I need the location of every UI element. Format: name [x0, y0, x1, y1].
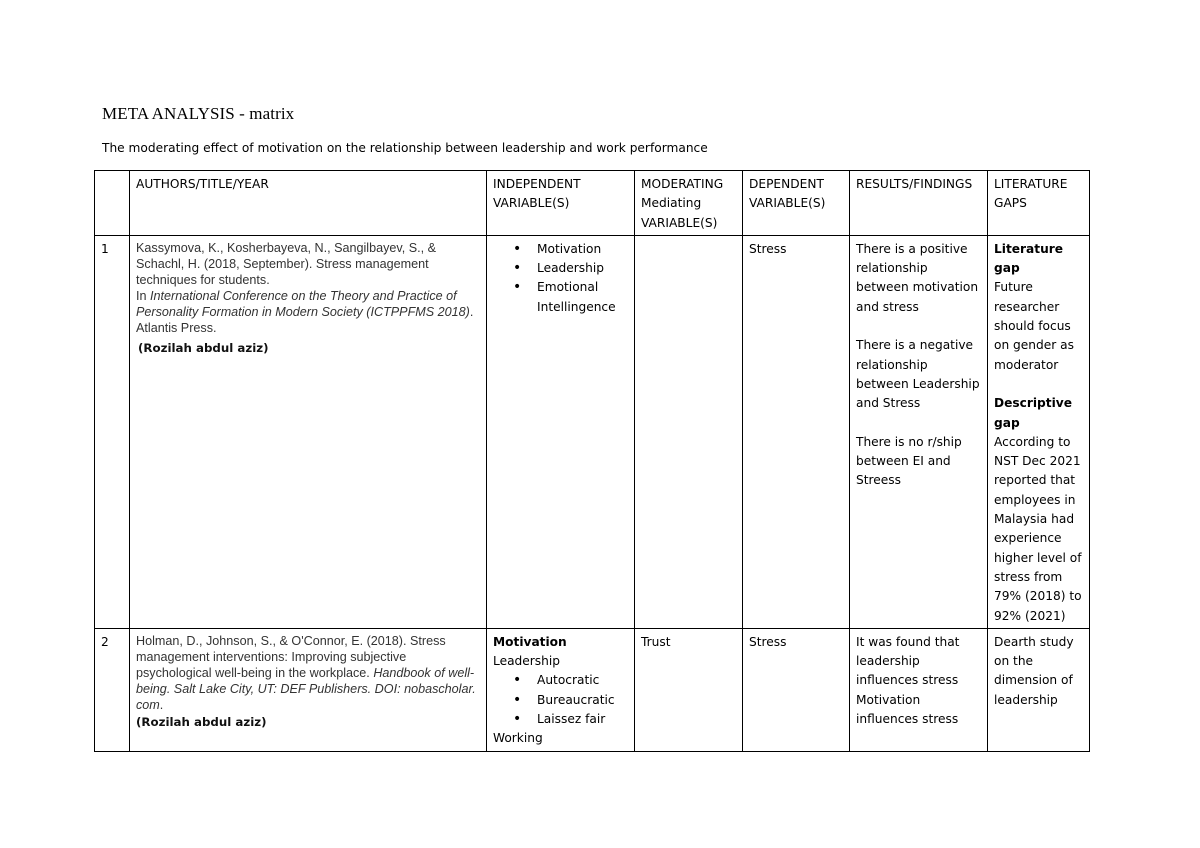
table-row — [95, 235, 1090, 628]
table-header-row — [95, 171, 1090, 236]
reference-suffix: . — [159, 697, 164, 712]
finding: There is a positive relationship between motivation and stress — [856, 241, 979, 314]
moderating-cell: Trust — [635, 628, 743, 751]
reference-text — [136, 240, 480, 356]
dependent-cell: Stress — [743, 235, 850, 628]
list-item: • Laissez fair — [493, 710, 628, 729]
header-authors: AUTHORS/TITLE/YEAR — [130, 171, 487, 236]
results-cell: It was found that leadership influences stress Motivation influences stress — [850, 628, 988, 751]
list-item: • Leadership — [493, 259, 628, 278]
header-no — [95, 171, 130, 236]
header-moderating-line1: MODERATING — [641, 177, 724, 191]
reference-prefix: In — [136, 288, 151, 303]
leadership-style-list — [493, 671, 628, 729]
gap-entry — [994, 240, 1083, 375]
independent-cell — [487, 628, 635, 751]
header-results: RESULTS/FINDINGS — [850, 171, 988, 236]
row-number: 2 — [95, 628, 130, 751]
row-number: 1 — [95, 235, 130, 628]
reference-cell — [130, 628, 487, 751]
reference-credit: (Rozilah abdul aziz) — [138, 340, 269, 355]
header-moderating-line2: Mediating — [641, 196, 702, 211]
independent-cell — [487, 235, 635, 628]
reference-cell — [130, 235, 487, 628]
reference-main: Holman, D., Johnson, S., & O'Connor, E. (2018). Stress management interventions: Improving subjective psychological well-being in the workplace. — [136, 633, 446, 680]
gap-text: According to NST Dec 2021 reported that employees in Malaysia had experience higher level of stress from 79% (2018) to 92% (2021) — [994, 434, 1082, 623]
header-moderating — [635, 171, 743, 236]
list-item: • Emotional Intellingence — [493, 278, 628, 317]
table-row — [95, 628, 1090, 751]
gap-entry — [994, 394, 1083, 626]
independent-item: Motivation — [493, 634, 567, 649]
dependent-cell: Stress — [743, 628, 850, 751]
document-subtitle: The moderating effect of motivation on the relationship between leadership and work performance — [102, 141, 708, 155]
reference-credit: (Rozilah abdul aziz) — [136, 714, 267, 729]
independent-list — [493, 240, 628, 317]
header-moderating-line3: VARIABLE(S) — [641, 215, 718, 230]
document-title: META ANALYSIS - matrix — [102, 104, 295, 123]
gaps-cell — [988, 235, 1090, 628]
moderating-cell — [635, 235, 743, 628]
independent-item: Working — [493, 731, 543, 746]
gap-heading: Literature gap — [994, 241, 1064, 276]
gaps-cell: Dearth study on the dimension of leadership — [988, 628, 1090, 751]
reference-text — [136, 633, 480, 730]
header-dependent: DEPENDENT VARIABLE(S) — [743, 171, 850, 236]
gap-heading: Descriptive gap — [994, 396, 1072, 430]
finding: There is no r/ship between EI and Streess — [856, 434, 962, 488]
list-item: • Bureaucratic — [493, 691, 628, 710]
reference-italic: International Conference on the Theory and Practice of Personality Formation in Modern Society (ICTPPFMS 2018) — [136, 288, 470, 319]
reference-italic: Handbook of well-being. Salt Lake City, UT: DEF Publishers. DOI: nobascholar. com — [136, 665, 476, 712]
reference-suffix: . Atlantis Press. — [136, 304, 474, 335]
list-item: • Motivation — [493, 240, 628, 259]
gap-text: Future researcher should focus on gender as moderator — [994, 280, 1074, 372]
finding: There is a negative relationship between Leadership and Stress — [856, 338, 980, 411]
meta-analysis-table — [94, 170, 1090, 752]
results-cell — [850, 235, 988, 628]
list-item: • Autocratic — [493, 671, 628, 690]
header-gaps: LITERATURE GAPS — [988, 171, 1090, 236]
independent-item: Leadership — [493, 654, 560, 669]
header-independent: INDEPENDENT VARIABLE(S) — [487, 171, 635, 236]
reference-main: Kassymova, K., Kosherbayeva, N., Sangilbayev, S., & Schachl, H. (2018, September). Stress management techniques for students. — [136, 240, 437, 287]
